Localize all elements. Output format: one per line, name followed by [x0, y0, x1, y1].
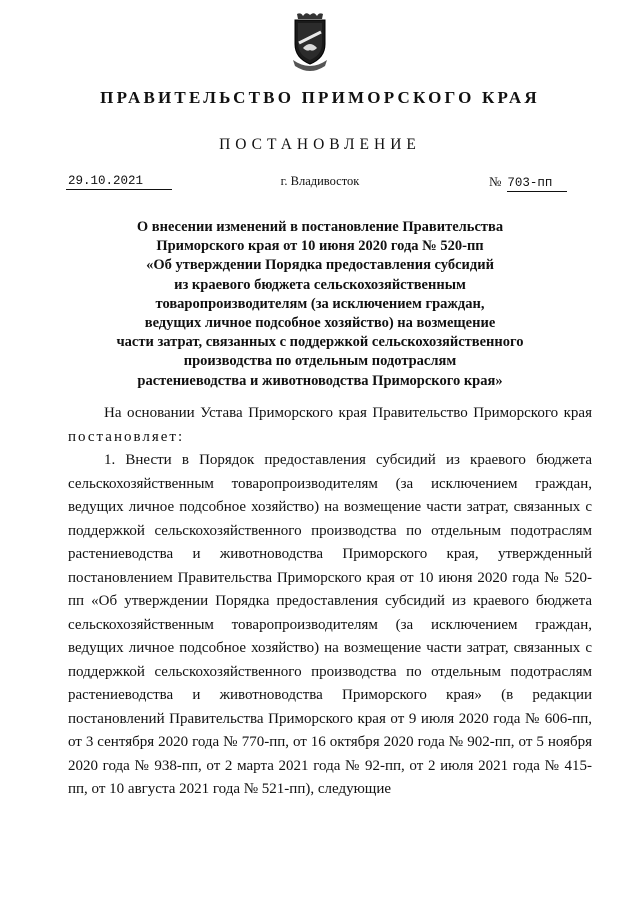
heading-line: из краевого бюджета сельскохозяйственным	[174, 276, 466, 293]
document-city: г. Владивосток	[280, 174, 360, 188]
basis-colon: :	[177, 428, 183, 445]
document-number	[489, 174, 585, 192]
paragraph-basis	[68, 402, 592, 449]
coat-of-arms-icon	[289, 10, 331, 74]
heading-line: Приморского края от 10 июня 2020 года № 520-пп	[156, 238, 484, 255]
heading-line: О внесении изменений в постановление Правительства	[136, 219, 504, 235]
heading-line: производства по отдельным подотраслям	[183, 353, 457, 370]
document-heading	[60, 218, 580, 391]
basis-text: На основании Устава Приморского края Правительство Приморского края	[104, 405, 592, 421]
document-type: ПОСТАНОВЛЕНИЕ	[219, 136, 421, 153]
paragraph-item-1: 1. Внести в Порядок предоставления субсидий из краевого бюджета сельскохозяйственным товаропроизводителям (за исключением граждан, ведущих личное подсобное хозяйство) на возмещение части затрат, связанных с поддержкой сельскохозяйственного производства по отдельным подотраслям растениеводства и животноводства Приморского края, утвержденный постановлением Правительства Приморского края от 10 июня 2020 года № 520-пп «Об утверждении Порядка предоставления субсидий из краевого бюджета сельскохозяйственным товаропроизводителям (за исключением граждан, ведущих личное подсобное хозяйство) на возмещение части затрат, связанных с поддержкой сельскохозяйственного производства по отдельным подотраслям растениеводства и животноводства Приморского края» (в редакции постановлений Правительства Приморского края от 9 июля 2020 года № 606-пп, от 3 сентября 2020 года № 770-пп, от 16 октября 2020 года № 902-пп, от 5 ноября 2020 года № 938-пп, от 2 марта 2021 года № 92-пп, от 2 июля 2021 года № 415-пп, от 10 августа 2021 года № 521-пп), следующие	[68, 452, 592, 797]
heading-line: ведущих личное подсобное хозяйство) на возмещение	[144, 315, 496, 332]
document-body	[68, 402, 592, 802]
government-title: ПРАВИТЕЛЬСТВО ПРИМОРСКОГО КРАЯ	[100, 88, 540, 107]
number-value: 703-пп	[507, 176, 567, 192]
heading-line: части затрат, связанных с поддержкой сельскохозяйственного	[116, 334, 524, 351]
document-date: 29.10.2021	[66, 174, 172, 190]
heading-line: товаропроизводителям (за исключением граждан,	[155, 295, 485, 312]
decree-verb: постановляет	[68, 428, 178, 445]
number-label: №	[489, 174, 502, 189]
heading-line: «Об утверждении Порядка предоставления субсидий	[146, 257, 494, 274]
heading-line: растениеводства и животноводства Приморского края»	[137, 372, 503, 389]
